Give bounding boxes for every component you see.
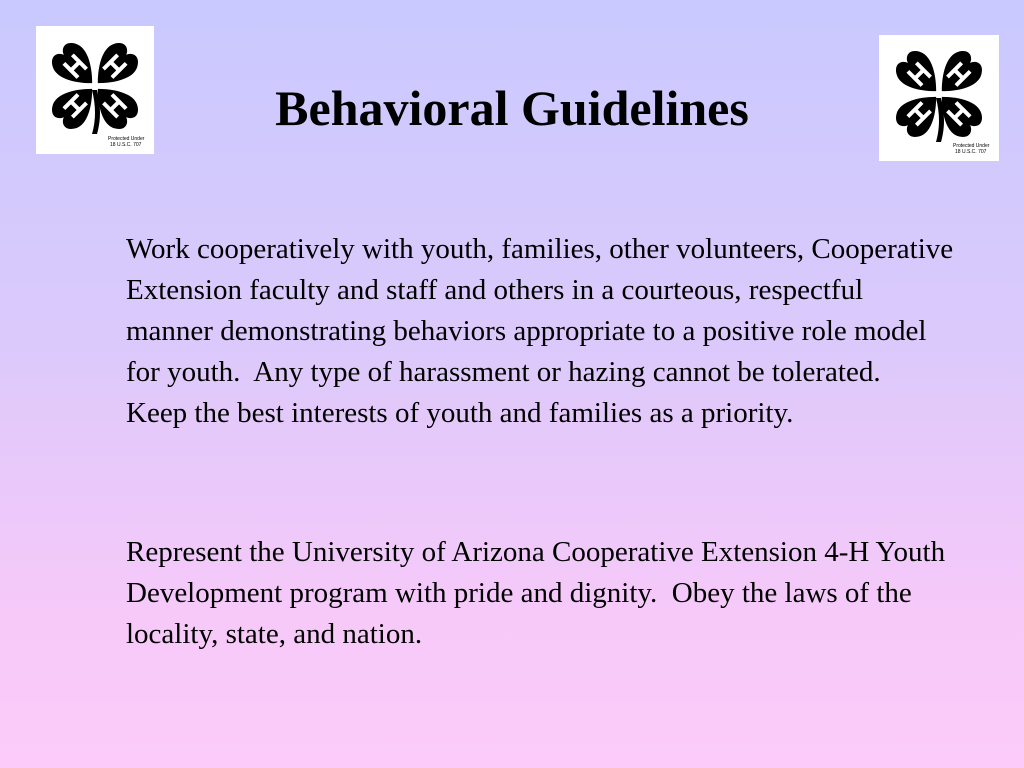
logo-caption-1: Protected Under (953, 143, 990, 149)
logo-caption-2: 18 U.S.C. 707 (955, 149, 987, 155)
paragraph-text: Work cooperatively with youth, families, other volunteers, Cooperative Extension faculty and staff and others in a courteous, respectful manner demonstrating behaviors appropriate to a positive role model for youth. Any type of harassment or hazing cannot be tolerated. Keep the best interests of youth and families as a priority. (126, 233, 961, 429)
paragraph-text: Represent the University of Arizona Cooperative Extension 4-H Youth Development program with pride and dignity. Obey the laws of the locality, state, and nation. (126, 536, 953, 650)
slide-title: Behavioral Guidelines (275, 80, 749, 136)
four-h-logo-right (879, 35, 999, 161)
logo-caption-1: Protected Under (108, 136, 145, 142)
logo-caption-2: 18 U.S.C. 707 (110, 142, 142, 148)
guideline-paragraph-1 (126, 229, 961, 434)
four-h-clover-icon (879, 35, 999, 161)
guideline-paragraph-2 (126, 532, 956, 655)
